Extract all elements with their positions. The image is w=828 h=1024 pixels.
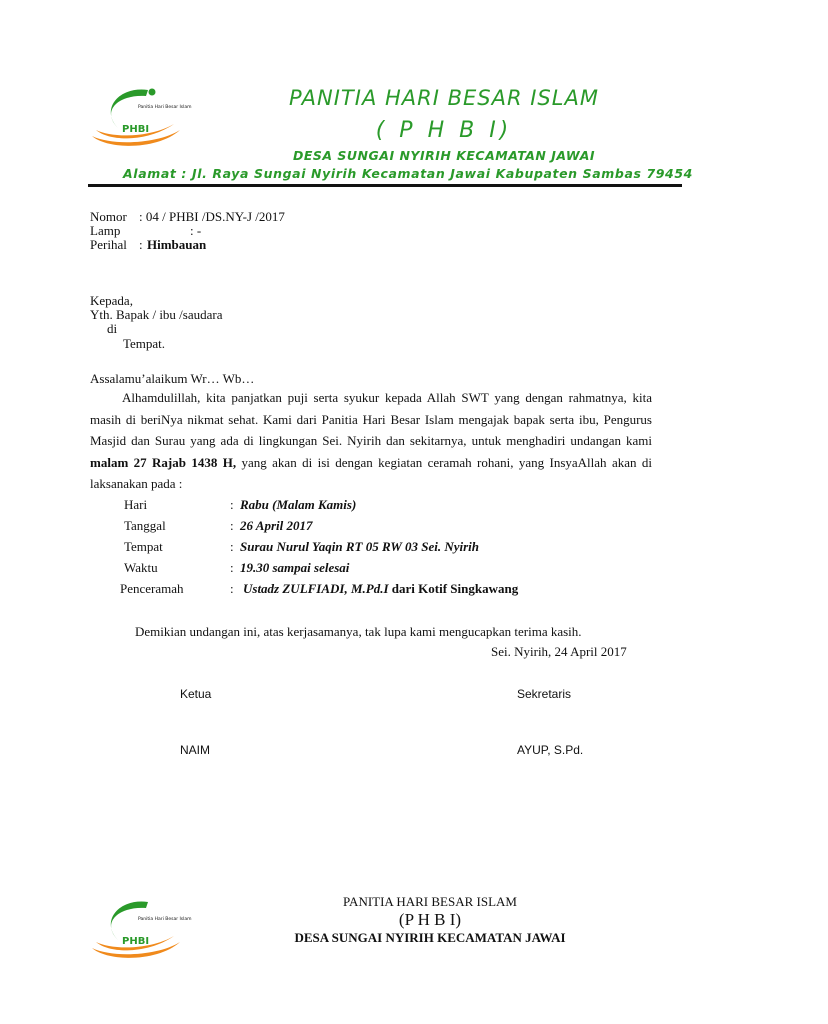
recipient-kepada: Kepada,	[90, 293, 133, 308]
footer-organization-name: PANITIA HARI BESAR ISLAM	[343, 894, 517, 909]
signature-right-name: AYUP, S.Pd.	[517, 743, 584, 757]
event-date-highlight: malam 27 Rajab 1438 H,	[90, 454, 237, 470]
closing-text: Demikian undangan ini, atas kerjasamanya, tak lupa kami mengucapkan terima kasih.	[135, 624, 582, 639]
signature-left-name: NAIM	[180, 743, 210, 757]
perihal-label: Perihal	[90, 237, 127, 252]
nomor-label: Nomor	[90, 209, 127, 224]
recipient-tempat: Tempat.	[123, 336, 166, 351]
perihal-value: Himbauan	[147, 237, 207, 252]
svg-text:Panitia Hari Besar Islam: Panitia Hari Besar Islam	[138, 105, 192, 110]
header-organization-name: PANITIA HARI BESAR ISLAM	[289, 86, 599, 110]
signature-left-role: Ketua	[180, 687, 212, 701]
svg-text:PHBI: PHBI	[122, 936, 150, 947]
header-divider	[88, 184, 682, 187]
footer-village: DESA SUNGAI NYIRIH KECAMATAN JAWAI	[294, 930, 566, 945]
header-abbreviation: ( P H B I)	[375, 118, 513, 143]
footer-abbreviation: (P H B I)	[398, 910, 462, 929]
header-village: DESA SUNGAI NYIRIH KECAMATAN JAWAI	[292, 148, 596, 163]
place-date: Sei. Nyirih, 24 April 2017	[491, 644, 627, 659]
svg-text:Panitia Hari Besar Islam: Panitia Hari Besar Islam	[138, 917, 192, 922]
lamp-label: Lamp	[90, 223, 121, 238]
nomor-value: : 04 / PHBI /DS.NY-J /2017	[139, 209, 285, 224]
lamp-value: : -	[190, 223, 202, 238]
salam: Assalamu’alaikum Wr… Wb…	[90, 371, 255, 386]
recipient-di: di	[107, 321, 118, 336]
signature-right-role: Sekretaris	[517, 687, 572, 701]
svg-text:PHBI: PHBI	[122, 124, 150, 135]
main-paragraph: Alhamdulillah, kita panjatkan puji serta syukur kepada Allah SWT yang dengan rahmatnya, kita masih di beriNya nikmat sehat. Kami dari Panitia Hari Besar Islam mengajak bapak serta ibu, Pengurus Masjid dan Surau yang ada di lingkungan Sei. Nyirih dan sekitarnya, untuk menghadiri undangan kami malam 27 Rajab 1438 H, yang akan di isi dengan kegiatan ceramah rohani, yang InsyaAllah akan di laksanakan pada :	[90, 390, 652, 491]
recipient-yth: Yth. Bapak / ibu /saudara	[90, 307, 223, 322]
header-address: Alamat : Jl. Raya Sungai Nyirih Kecamatan Jawai Kabupaten Sambas 79454	[123, 166, 693, 181]
perihal-colon: :	[139, 237, 143, 252]
phbi-footer-logo	[88, 892, 192, 962]
